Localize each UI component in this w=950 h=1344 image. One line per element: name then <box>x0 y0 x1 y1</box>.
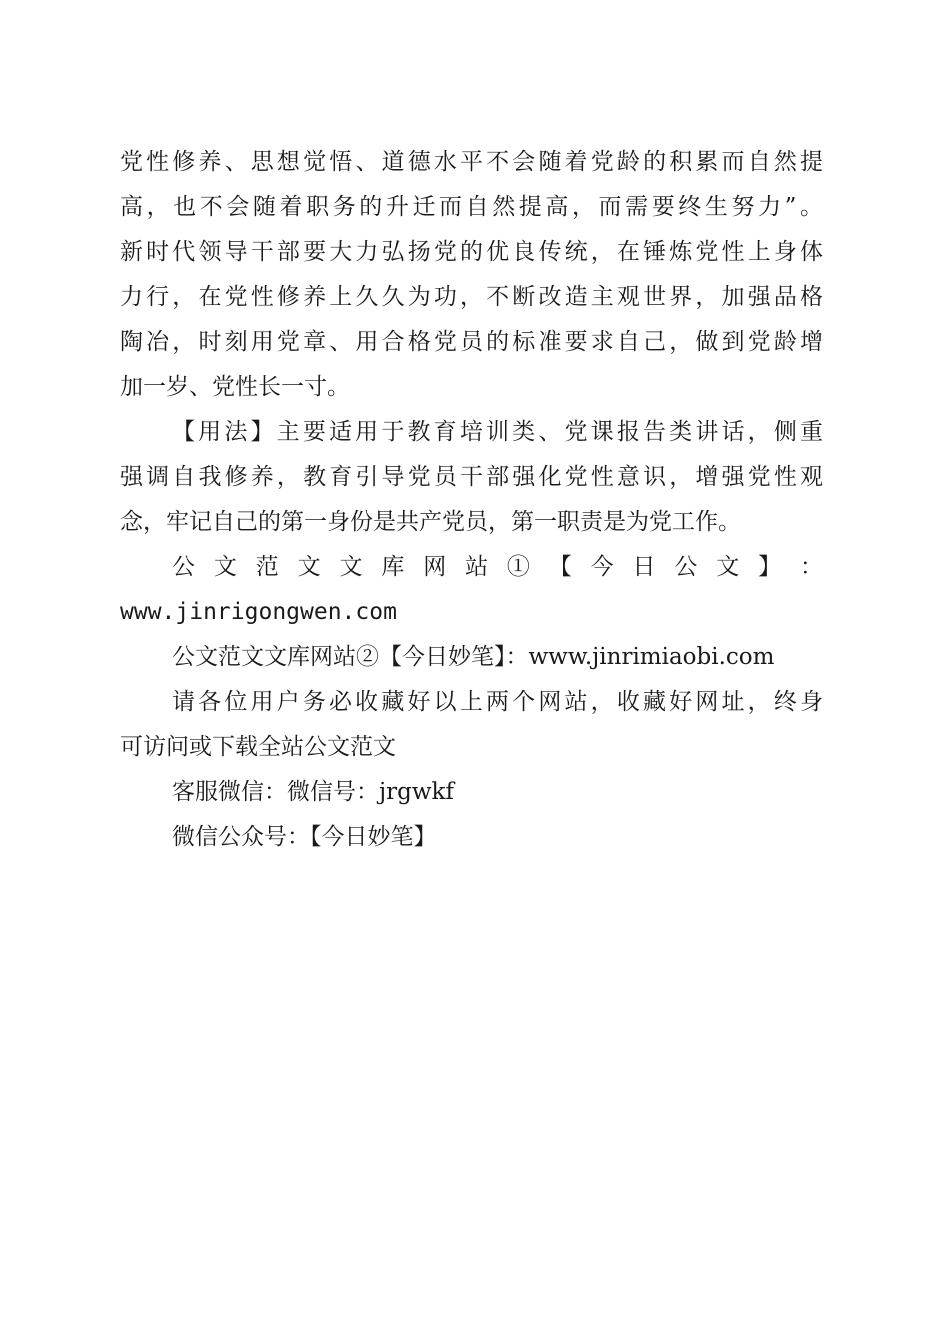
paragraph-2-line-1: 【用法】主要适用于教育培训类、党课报告类讲话，侧重 <box>172 419 823 445</box>
paragraph-1-line-3: 新时代领导干部要大力弘扬党的优良传统，在锤炼党性上身体 <box>120 239 823 265</box>
paragraph-1-line-1: 党性修养、思想觉悟、道德水平不会随着党龄的积累而自然提 <box>120 149 823 175</box>
paragraph-1-line-2: 高，也不会随着职务的升迁而自然提高，而需要终生努力”。 <box>120 194 823 220</box>
site-1-label: 公 文 范 文 文 库 网 站 ① 【 今 日 公 文 】 ： <box>172 554 823 580</box>
paragraph-1-line-5: 陶冶，时刻用党章、用合格党员的标准要求自己，做到党龄增 <box>120 329 823 355</box>
notice-line-2: 可访问或下载全站公文范文 <box>120 734 396 760</box>
paragraph-2-line-3: 念，牢记自己的第一身份是共产党员，第一职责是为党工作。 <box>120 509 741 535</box>
service-wechat: 客服微信：微信号：jrgwkf <box>172 779 454 805</box>
official-account: 微信公众号：【今日妙笔】 <box>172 824 437 850</box>
paragraph-1-line-6: 加一岁、党性长一寸。 <box>120 374 350 400</box>
notice-line-1: 请各位用户务必收藏好以上两个网站，收藏好网址，终身 <box>172 689 823 715</box>
document-body <box>120 140 823 860</box>
paragraph-2-line-2: 强调自我修养，教育引导党员干部强化党性意识，增强党性观 <box>120 464 823 490</box>
site-2-line: 公文范文文库网站②【今日妙笔】：www.jinrimiaobi.com <box>172 644 775 670</box>
site-1-url[interactable]: www.jinrigongwen.com <box>120 599 397 625</box>
paragraph-1-line-4: 力行，在党性修养上久久为功，不断改造主观世界，加强品格 <box>120 284 823 310</box>
